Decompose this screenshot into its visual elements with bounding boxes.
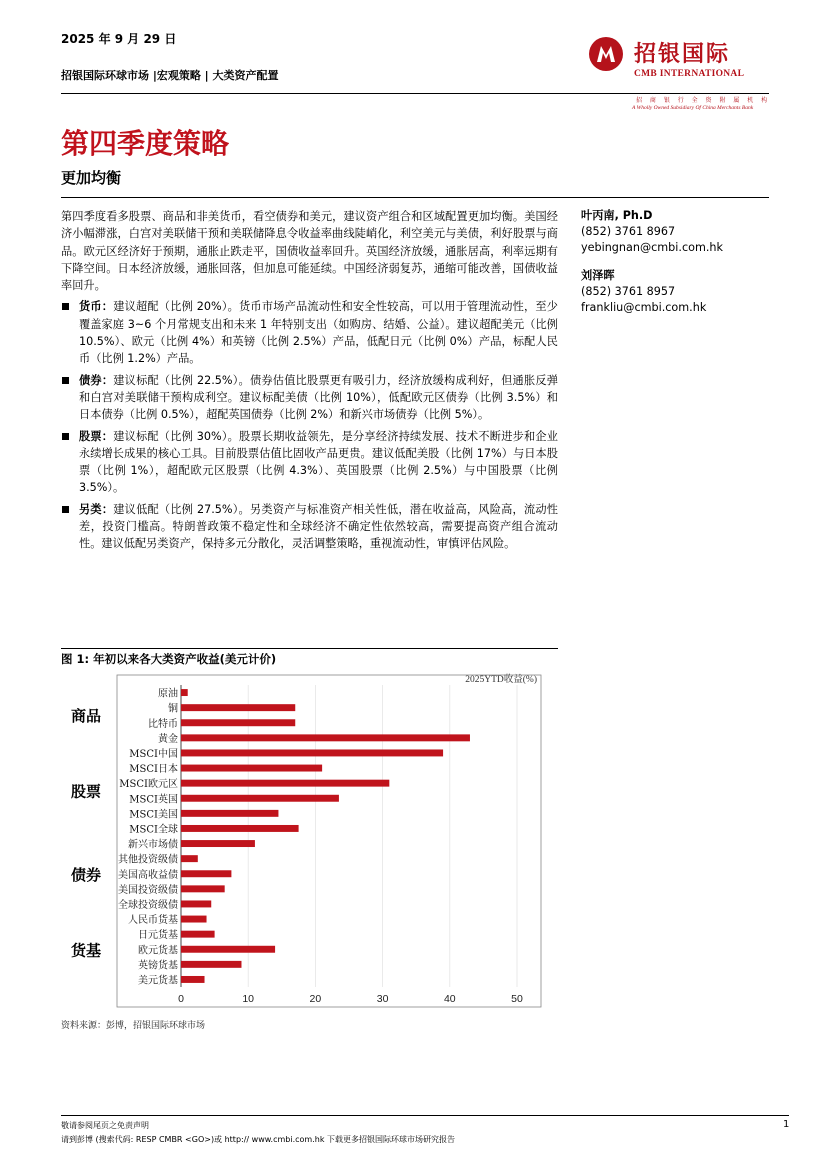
chart-bar (181, 825, 299, 832)
report-series: 招银国际环球市场 |宏观策略 | 大类资产配置 (61, 69, 279, 82)
chart-bar (181, 810, 278, 817)
chart-bar (181, 704, 295, 711)
asset-returns-chart (61, 671, 558, 1016)
analyst-phone: (852) 3761 8957 (581, 285, 676, 298)
chart-bar (181, 961, 241, 968)
logo-english-name: CMB INTERNATIONAL (634, 69, 745, 79)
y-category-label: 英镑货基 (138, 960, 178, 972)
logo-tagline-cn: 招 商 银 行 全 资 附 属 机 构 (636, 97, 771, 104)
x-tick-label: 0 (178, 993, 184, 1005)
y-category-label: 美元货基 (138, 975, 178, 987)
chart-bar (181, 795, 339, 802)
chart-bar (181, 719, 295, 726)
figure-divider (61, 648, 558, 649)
figure-source: 资料来源：彭博，招银国际环球市场 (61, 1021, 206, 1031)
chart-group-label: 商品 (71, 707, 102, 726)
y-category-label: 美国投资级债 (118, 884, 178, 896)
report-title: 第四季度策略 (61, 127, 230, 160)
y-category-label: MSCI日本 (129, 764, 178, 776)
bullet-text: 建议标配（比例 22.5%）。债券估值比股票更有吸引力，经济放缓构成利好，但通胀反弹和白宫对美联储干预构成利空。建议标配美债（比例 10%），低配欧元区债券（比例 3.5%）和日本债券（比例 0.5%），超配英国债券（比例 2%）和新兴市场债券（比例 5%）。 (79, 373, 558, 422)
bullet-square-icon (62, 303, 69, 310)
analyst-phone: (852) 3761 8967 (581, 225, 676, 238)
y-category-label: 人民币货基 (128, 915, 178, 927)
y-category-label: 全球投资级债 (118, 899, 178, 911)
y-category-label: MSCI英国 (129, 794, 178, 806)
y-category-label: 其他投资级债 (118, 854, 178, 866)
y-category-label: 日元货基 (138, 930, 178, 942)
y-category-label: 比特币 (148, 718, 178, 730)
x-tick-label: 50 (511, 993, 523, 1005)
chart-bar (181, 780, 389, 787)
chart-bar (181, 749, 443, 756)
bullet-item (61, 501, 558, 553)
chart-group-label: 股票 (71, 782, 102, 801)
bullet-text: 建议标配（比例 30%）。股票长期收益领先，是分享经济持续发展、技术不断进步和企业永续增长成果的核心工具。目前股票估值比固收产品更贵。建议低配美股（比例 17%）与日本股票（比例 1%），超配欧元区股票（比例 4.3%）、英国股票（比例 2.5%）与中国股票（比例 3.5%）。 (79, 429, 558, 495)
y-category-label: 美国高收益债 (118, 869, 178, 881)
chart-bar (181, 734, 470, 741)
bullet-square-icon (62, 506, 69, 513)
footer-divider (61, 1115, 789, 1116)
chart-bar (181, 689, 188, 696)
company-logo (588, 36, 778, 116)
analyst-email[interactable]: frankliu@cmbi.com.hk (581, 301, 707, 314)
bullet-text: 建议超配（比例 20%）。货币市场产品流动性和安全性较高，可以用于管理流动性，至少覆盖家庭 3~6 个月常规支出和未来 1 年特别支出（如购房、结婚、公益）。建议超配美元（比例 10.5%）、欧元（比例 4%）和英镑（比例 2.5%）产品，低配日元（比例 0%）产品，标配人民币（比例 1.2%）产品。 (79, 300, 558, 366)
report-subtitle: 更加均衡 (61, 169, 122, 187)
page-number: 1 (783, 1119, 790, 1130)
bullet-square-icon (62, 433, 69, 440)
figure-title: 图 1: 年初以来各大类资产收益(美元计价) (61, 652, 277, 666)
analyst-contacts (581, 208, 771, 316)
chart-bar (181, 855, 198, 862)
chart-group-label: 货基 (71, 941, 102, 960)
y-category-label: 黄金 (158, 733, 178, 745)
chart-bar (181, 931, 215, 938)
bullet-item (61, 298, 558, 367)
logo-tagline-en: A Wholly Owned Subsidiary Of China Merchants Bank (632, 105, 754, 111)
bullet-list (61, 298, 558, 552)
x-tick-label: 40 (443, 993, 456, 1005)
x-tick-label: 30 (376, 993, 389, 1005)
analyst-name: 刘泽晖 (581, 269, 615, 282)
bullet-label: 股票： (79, 429, 114, 443)
summary-paragraph: 第四季度看多股票、商品和非美货币，看空债券和美元，建议资产组合和区域配置更加均衡。美国经济小幅滞涨，白宫对美联储干预和美联储降息令收益率曲线陡峭化，利空美元与美债，利好股票与商品。欧元区经济好于预期，通胀止跌走平，国债收益率回升。英国经济放缓，通胀居高，利率远期有下降空间。日本经济放缓，通胀回落，但加息可能延续。中国经济弱复苏，通缩可能改善，国债收益率回升。 (61, 210, 558, 293)
chart-title: 2025YTD收益(%) (465, 675, 537, 685)
y-category-label: 欧元货基 (138, 945, 178, 957)
chart-bar (181, 870, 231, 877)
chart-bar (181, 976, 205, 983)
cmb-logo-icon (588, 36, 624, 72)
x-tick-label: 20 (309, 993, 322, 1005)
analyst-email[interactable]: yebingnan@cmbi.com.hk (581, 241, 723, 254)
chart-bar (181, 946, 275, 953)
bullet-item (61, 372, 558, 424)
chart-group-label: 债券 (71, 865, 102, 884)
bullet-square-icon (62, 377, 69, 384)
y-category-label: MSCI欧元区 (119, 779, 178, 791)
chart-bar (181, 916, 207, 923)
logo-chinese-name: 招银国际 (634, 41, 731, 67)
y-category-label: 原油 (158, 688, 178, 700)
chart-bar (181, 885, 225, 892)
analyst-name: 叶丙南, Ph.D (581, 209, 653, 222)
y-category-label: 铜 (168, 703, 178, 715)
y-category-label: MSCI中国 (129, 748, 178, 760)
bullet-label: 另类： (79, 502, 114, 516)
bullet-item (61, 428, 558, 497)
footer-website: 请到彭博 (搜索代码: RESP CMBR <GO>)或 http:// www.cmbi.com.hk 下载更多招银国际环球市场研究报告 (61, 1135, 456, 1144)
summary-section (61, 208, 558, 553)
bullet-text: 建议低配（比例 27.5%）。另类资产与标准资产相关性低，潜在收益高，风险高，流动性差，投资门槛高。特朗普政策不稳定性和全球经济不确定性依然较高，需要提高资产组合流动性。建议低配另类资产，保持多元分散化，灵活调整策略，重视流动性，审慎评估风险。 (79, 502, 558, 551)
chart-bar (181, 765, 322, 772)
y-category-label: 新兴市场债 (128, 839, 178, 851)
y-category-label: MSCI全球 (129, 824, 178, 836)
title-divider (61, 197, 769, 198)
bullet-label: 货币： (79, 300, 114, 314)
bullet-label: 债券： (79, 373, 114, 387)
x-tick-label: 10 (242, 993, 255, 1005)
y-category-label: MSCI美国 (129, 809, 178, 821)
report-date: 2025 年 9 月 29 日 (61, 32, 177, 46)
chart-bar (181, 900, 211, 907)
chart-bar (181, 840, 255, 847)
footer-disclaimer: 敬请参阅尾页之免责声明 (61, 1121, 149, 1130)
